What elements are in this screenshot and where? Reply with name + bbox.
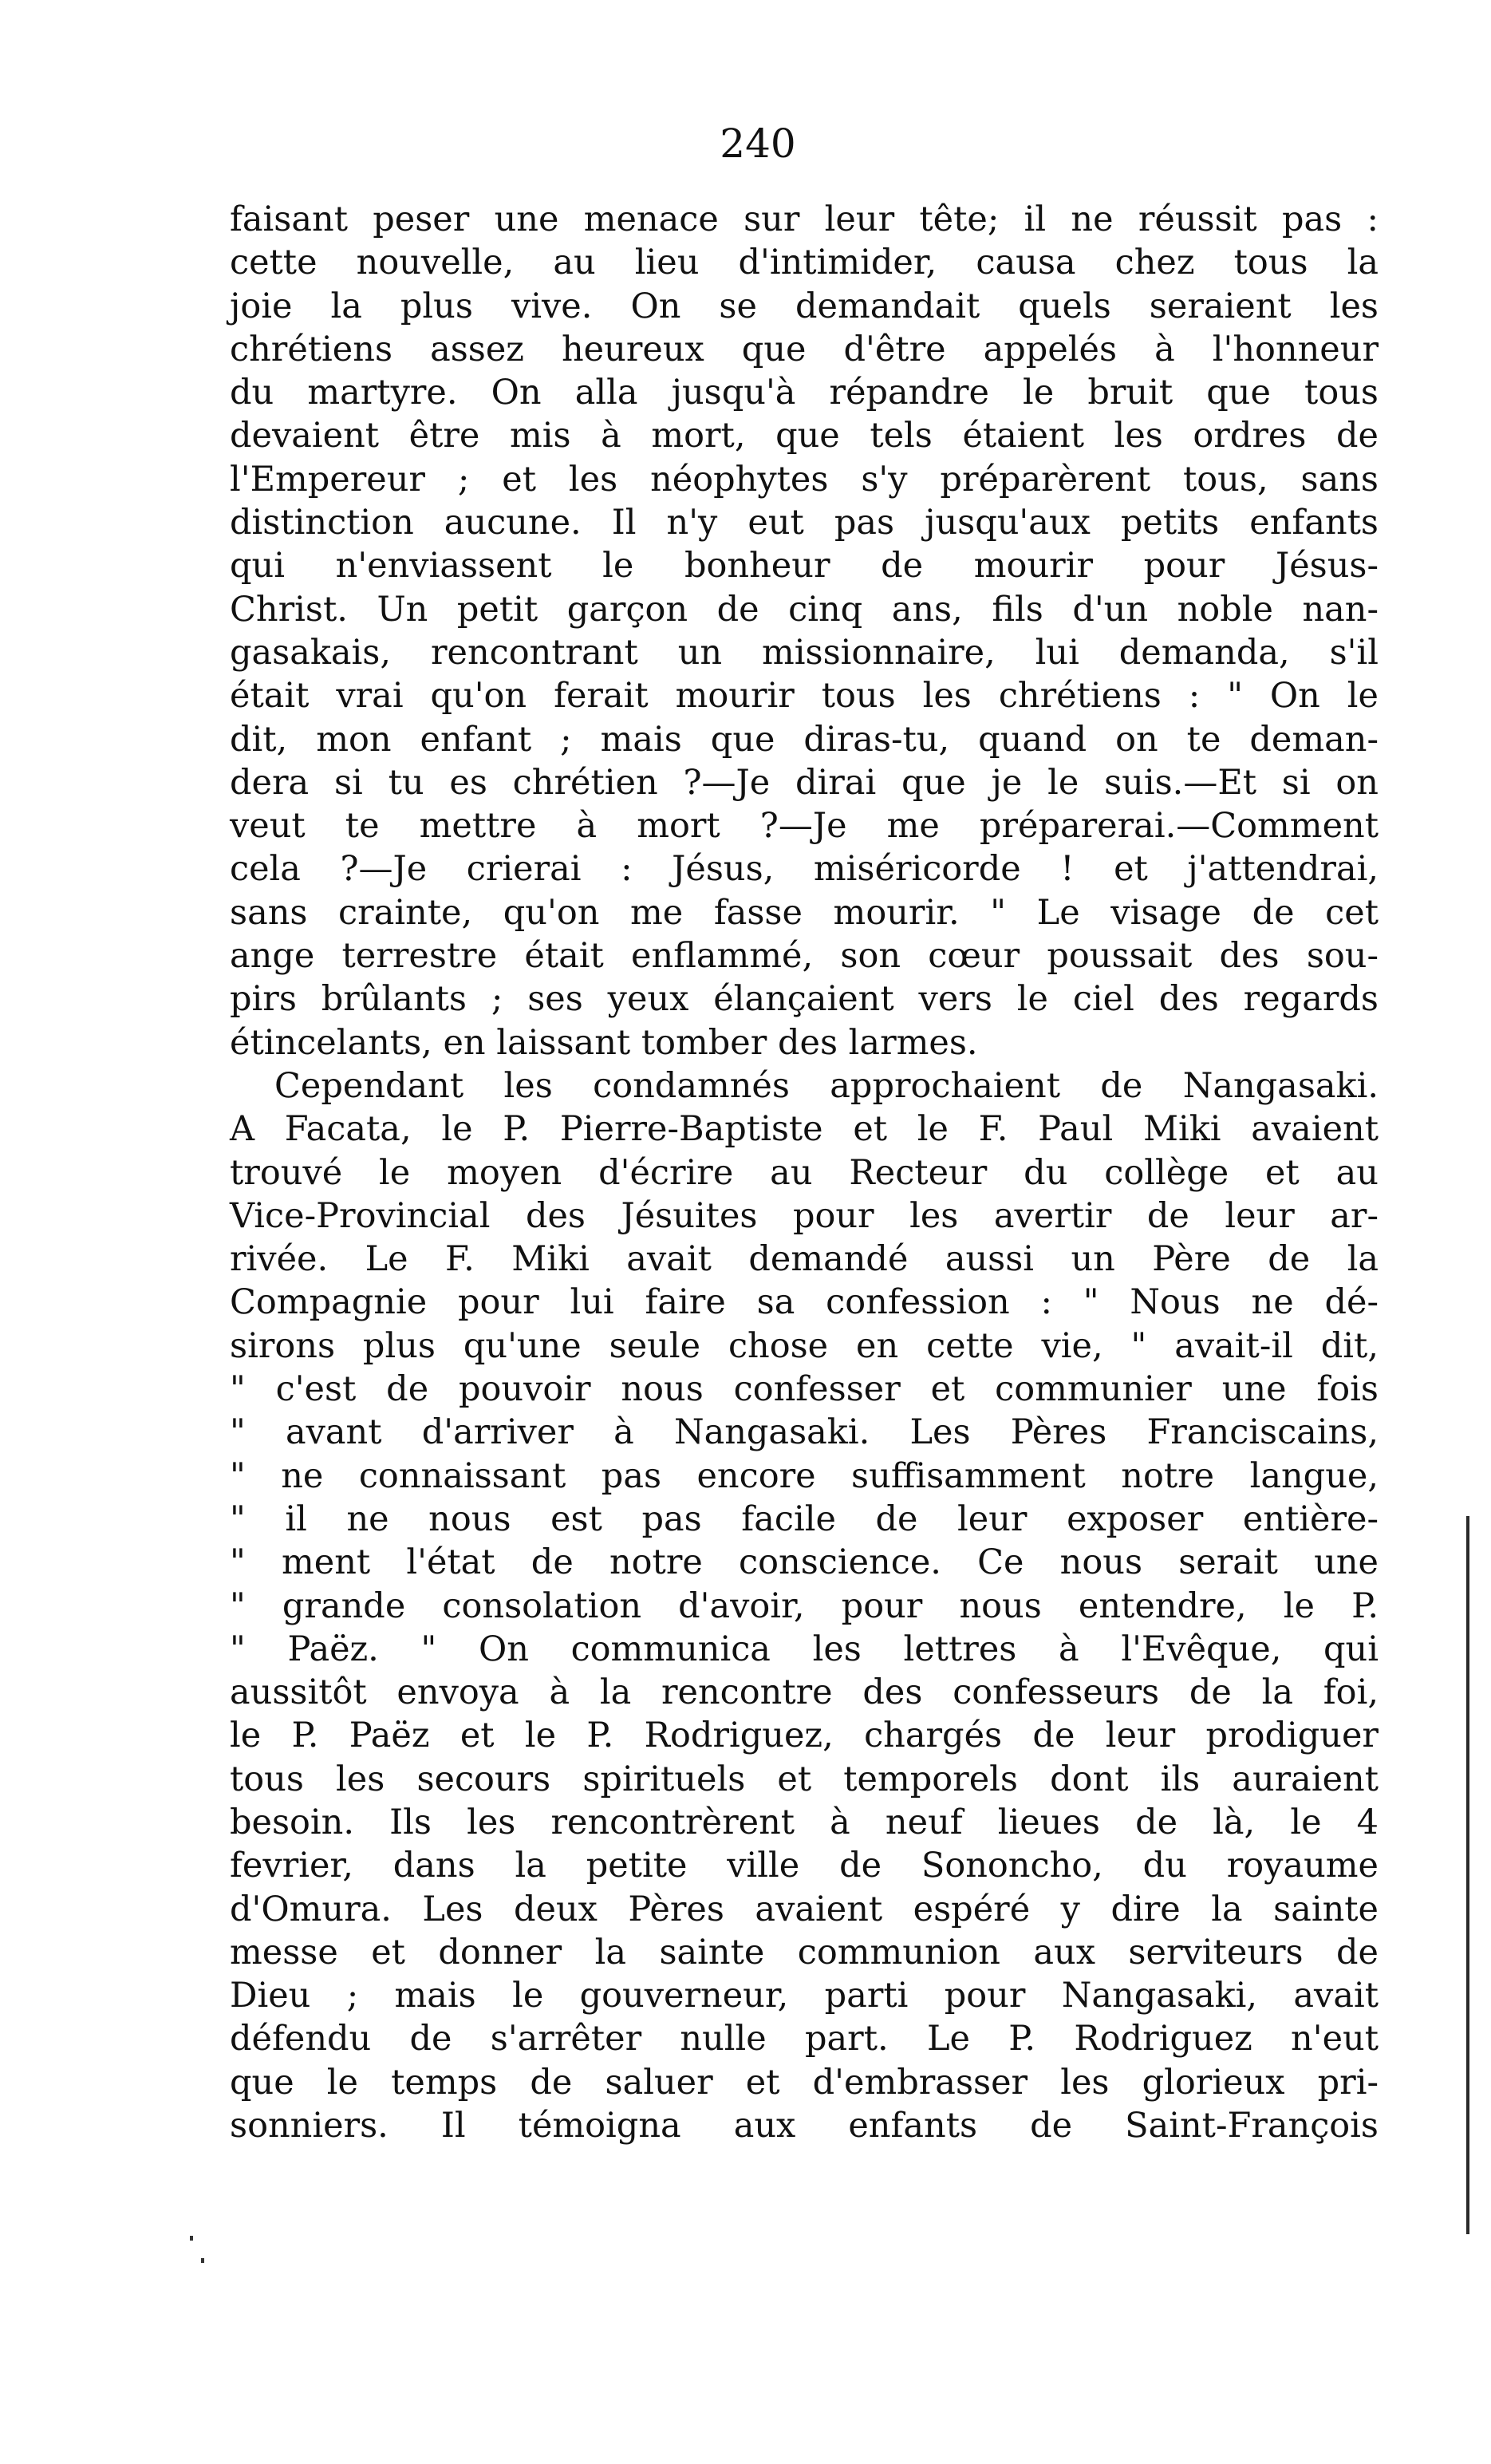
- text-line: cette nouvelle, au lieu d'intimider, causa chez tous la: [230, 243, 1379, 283]
- text-line: le P. Paëz et le P. Rodriguez, chargés de leur prodiguer: [230, 1716, 1379, 1756]
- text-line: joie la plus vive. On se demandait quels seraient les: [230, 286, 1379, 326]
- text-line: veut te mettre à mort ?—Je me préparerai.—Comment: [230, 806, 1379, 847]
- text-line: dit, mon enfant ; mais que diras-tu, quand on te deman-: [230, 719, 1379, 760]
- text-line: devaient être mis à mort, que tels étaient les ordres de: [230, 416, 1379, 456]
- text-line: pirs brûlants ; ses yeux élançaient vers le ciel des regards: [230, 979, 1379, 1020]
- text-line: " il ne nous est pas facile de leur exposer entière-: [230, 1499, 1379, 1539]
- text-line: " ment l'état de notre conscience. Ce nous serait une: [230, 1542, 1379, 1583]
- text-line: " grande consolation d'avoir, pour nous entendre, le P.: [230, 1585, 1379, 1626]
- text-line: ange terrestre était enflammé, son cœur poussait des sou-: [230, 936, 1379, 977]
- body-text: [230, 198, 1379, 2147]
- text-line: sans crainte, qu'on me fasse mourir. " Le visage de cet: [230, 892, 1379, 933]
- text-line: défendu de s'arrêter nulle part. Le P. Rodriguez n'eut: [230, 2019, 1379, 2059]
- page-number: 240: [720, 120, 796, 167]
- ink-speck: [190, 2236, 193, 2241]
- paragraph-2: [230, 1064, 1379, 2147]
- text-line: que le temps de saluer et d'embrasser les glorieux pri-: [230, 2062, 1379, 2103]
- text-line: du martyre. On alla jusqu'à répandre le bruit que tous: [230, 373, 1379, 413]
- text-line: " Paëz. " On communica les lettres à l'Evêque, qui: [230, 1629, 1379, 1669]
- text-line: Compagnie pour lui faire sa confession : " Nous ne dé-: [230, 1282, 1379, 1323]
- text-line: aussitôt envoya à la rencontre des confesseurs de la foi,: [230, 1672, 1379, 1713]
- text-line: faisant peser une menace sur leur tête; il ne réussit pas :: [230, 199, 1379, 239]
- text-line: d'Omura. Les deux Pères avaient espéré y dire la sainte: [230, 1889, 1379, 1929]
- text-line: dera si tu es chrétien ?—Je dirai que je le suis.—Et si on: [230, 762, 1379, 803]
- text-line: A Facata, le P. Pierre-Baptiste et le F. Paul Miki avaient: [230, 1109, 1379, 1150]
- text-line: rivée. Le F. Miki avait demandé aussi un Père de la: [230, 1239, 1379, 1280]
- text-line: sonniers. Il témoigna aux enfants de Saint-François: [230, 2106, 1379, 2146]
- text-line: chrétiens assez heureux que d'être appelés à l'honneur: [230, 329, 1379, 369]
- text-line: besoin. Ils les rencontrèrent à neuf lieues de là, le 4: [230, 1802, 1379, 1842]
- text-line: sirons plus qu'une seule chose en cette vie, " avait-il dit,: [230, 1325, 1379, 1366]
- paragraph-1: [230, 198, 1379, 1064]
- text-line: était vrai qu'on ferait mourir tous les chrétiens : " On le: [230, 676, 1379, 717]
- text-line: Cependant les condamnés approchaient de Nangasaki.: [274, 1065, 1379, 1106]
- ink-speck: [201, 2258, 204, 2263]
- text-line: messe et donner la sainte communion aux serviteurs de: [230, 1932, 1379, 1972]
- text-line: étincelants, en laissant tomber des larmes.: [230, 1022, 978, 1063]
- text-line: Dieu ; mais le gouverneur, parti pour Nangasaki, avait: [230, 1976, 1379, 2016]
- text-line: trouvé le moyen d'écrire au Recteur du collège et au: [230, 1152, 1379, 1193]
- page-edge-shadow: [1466, 1516, 1469, 2234]
- text-line: fevrier, dans la petite ville de Sononcho, du royaume: [230, 1846, 1379, 1886]
- text-line: " ne connaissant pas encore suffisamment notre langue,: [230, 1455, 1379, 1496]
- text-line: " avant d'arriver à Nangasaki. Les Pères Franciscains,: [230, 1412, 1379, 1453]
- text-line: Christ. Un petit garçon de cinq ans, fils d'un noble nan-: [230, 589, 1379, 630]
- text-line: " c'est de pouvoir nous confesser et communier une fois: [230, 1369, 1379, 1410]
- text-line: qui n'enviassent le bonheur de mourir pour Jésus-: [230, 546, 1379, 586]
- text-line: l'Empereur ; et les néophytes s'y préparèrent tous, sans: [230, 459, 1379, 500]
- text-line: gasakais, rencontrant un missionnaire, lui demanda, s'il: [230, 632, 1379, 673]
- text-line: tous les secours spirituels et temporels dont ils auraient: [230, 1759, 1379, 1799]
- text-line: cela ?—Je crierai : Jésus, miséricorde ! et j'attendrai,: [230, 849, 1379, 890]
- text-line: Vice-Provincial des Jésuites pour les avertir de leur ar-: [230, 1195, 1379, 1236]
- text-line: distinction aucune. Il n'y eut pas jusqu'aux petits enfants: [230, 503, 1379, 543]
